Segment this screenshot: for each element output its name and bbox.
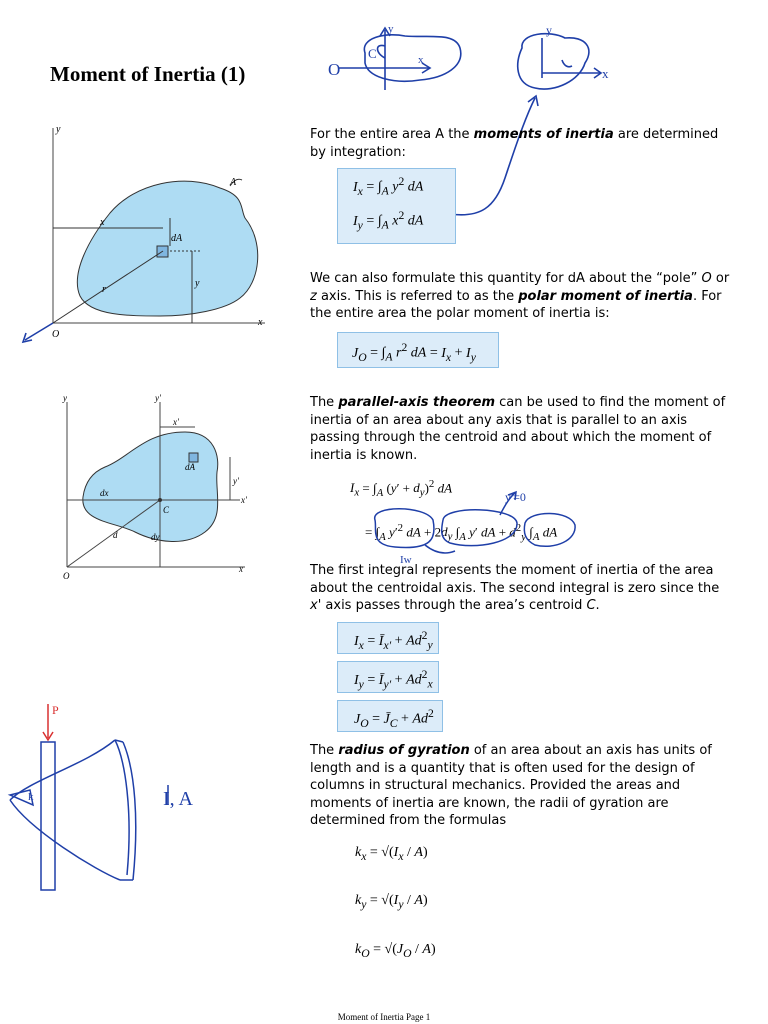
formula-jo: $J_O = \int_A$ $r^2$ dA = $I_x + I_y$ <box>337 332 499 368</box>
hand-y2: y <box>546 23 552 37</box>
fig1-x-axis: x <box>258 317 263 328</box>
fig1-x-dist: x <box>100 217 105 228</box>
fig2-d: d <box>113 530 118 540</box>
page-title: Moment of Inertia (1) <box>50 62 246 86</box>
fig1-da: dA <box>171 233 183 244</box>
formula-ko: $k_O = √(J_O / A)$ <box>355 942 436 960</box>
hand-p: P <box>52 703 59 717</box>
para-first-integral: The first integral represents the moment of inertia of the area about the centroidal axis. The second integral is zero since the x' axis passes through the area’s centroid C. <box>310 563 720 613</box>
fig1-y-axis: y <box>56 124 61 135</box>
para-polar: We can also formulate this quantity for dA about the “pole” O or z axis. This is referred to as the polar moment of inertia. For the entire area the polar moment of inertia is: <box>310 271 730 321</box>
fig2-x: x <box>239 564 243 574</box>
handwritten-column-sketch <box>5 700 235 900</box>
fig1-origin: O <box>52 329 60 340</box>
formula-ix-iy: $I_x = \int_A$ $y^2$ dA $I_y = \int_A$ $x^2$ dA <box>337 168 456 244</box>
handwritten-annotations <box>365 485 595 565</box>
fig2-da: dA <box>185 462 195 472</box>
hand-c: C <box>368 46 377 61</box>
fig2-xl: x' <box>173 417 179 427</box>
hand-x2: x <box>602 66 609 81</box>
formula-iy-bar: $I_y$ = $Ī_{y'} + Ad^2_x$ <box>337 661 439 693</box>
hand-x1: x <box>418 54 424 66</box>
fig2-dx: dx <box>100 488 109 498</box>
fig2-y: y <box>63 393 67 403</box>
hand-o: O <box>328 60 341 79</box>
fig1-r: r <box>102 284 106 295</box>
figure-parallel-axis <box>55 392 255 587</box>
hand-y1: y <box>388 23 394 35</box>
fig2-xp: x' <box>241 495 247 505</box>
para-radius-gyration: The radius of gyration of an area about an axis has units of length and is a quantity that is often used for the design of columns in structural mechanics. Provided the areas and moments of inertia are known, the radii of gyration are determined from the formulas <box>310 743 712 828</box>
fig2-c: C <box>163 505 170 515</box>
hand-ia: I, A <box>163 788 193 810</box>
formula-parallel-expanded: = $\int_A$ $y'^2$ dA + $2d_y$ $\int_A$ y′ dA + $d^2_y$ $\int_A$ dA <box>365 522 558 543</box>
fig1-area-label: A <box>230 177 237 188</box>
hand-iw: Iw <box>400 554 412 565</box>
fig2-origin: O <box>63 571 70 581</box>
fig2-dy: dy <box>151 532 160 542</box>
hand-k: k <box>28 791 34 803</box>
para-moments: For the entire area A the moments of inertia are determined by integration: <box>310 127 719 160</box>
figure-area-element <box>20 118 280 353</box>
formula-ix-bar: $I_x$ = $Ī_{x'} + Ad^2_y$ <box>337 622 439 654</box>
formula-kx: $k_x = √(I_x / A)$ <box>355 845 428 863</box>
formula-jo-bar: $J_O$ = $J̄_C + Ad^2$ <box>337 700 443 732</box>
fig2-yp: y' <box>155 393 161 403</box>
fig2-yl: y' <box>233 476 239 486</box>
hand-ybar: y'=0 <box>505 490 526 504</box>
formula-ky: $k_y = √(I_y / A)$ <box>355 893 428 911</box>
formula-parallel-axis: $I_x = \int_A$ $(y' + d_y)^2$ dA <box>350 478 453 499</box>
fig1-y-dist: y <box>195 278 200 289</box>
para-parallel-axis: The parallel-axis theorem can be used to find the moment of inertia of an area about any axis that is parallel to an axis passing through the centroid and about which the moment of inertia is known. <box>310 395 726 463</box>
page-footer: Moment of Inertia Page 1 <box>337 1012 431 1022</box>
